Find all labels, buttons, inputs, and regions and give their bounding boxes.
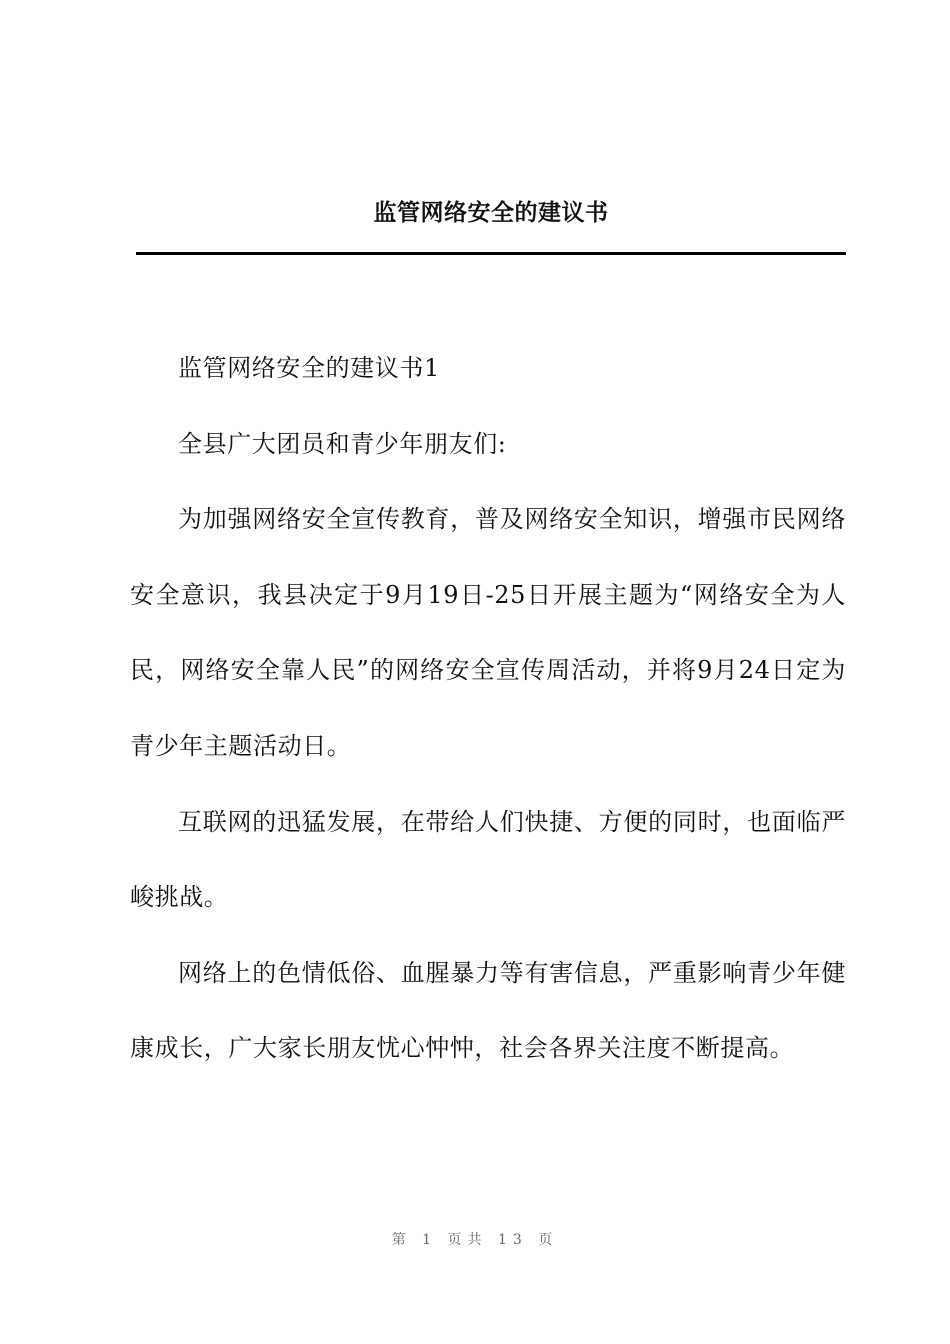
paragraph-body: 为加强网络安全宣传教育，普及网络安全知识，增强市民网络安全意识，我县决定于9月19日-25日开展主题为“网络安全为人民，网络安全靠人民”的网络安全宣传周活动，并将9月24日定为青少年主题活动日。	[130, 505, 846, 760]
paragraph-salutation: 全县广大团员和青少年朋友们:	[178, 429, 507, 458]
document-body	[130, 331, 846, 1087]
title-underline-rule	[136, 252, 846, 255]
paragraph-body: 网络上的色情低俗、血腥暴力等有害信息，严重影响青少年健康成长，广大家长朋友忧心忡忡，社会各界关注度不断提高。	[130, 958, 846, 1063]
paragraph-heading: 监管网络安全的建议书1	[178, 354, 440, 382]
page-number-footer: 第 1 页共 13 页	[391, 1232, 559, 1248]
paragraph-body: 互联网的迅猛发展，在带给人们快捷、方便的同时，也面临严峻挑战。	[130, 807, 846, 912]
document-title: 监管网络安全的建议书	[373, 200, 609, 226]
